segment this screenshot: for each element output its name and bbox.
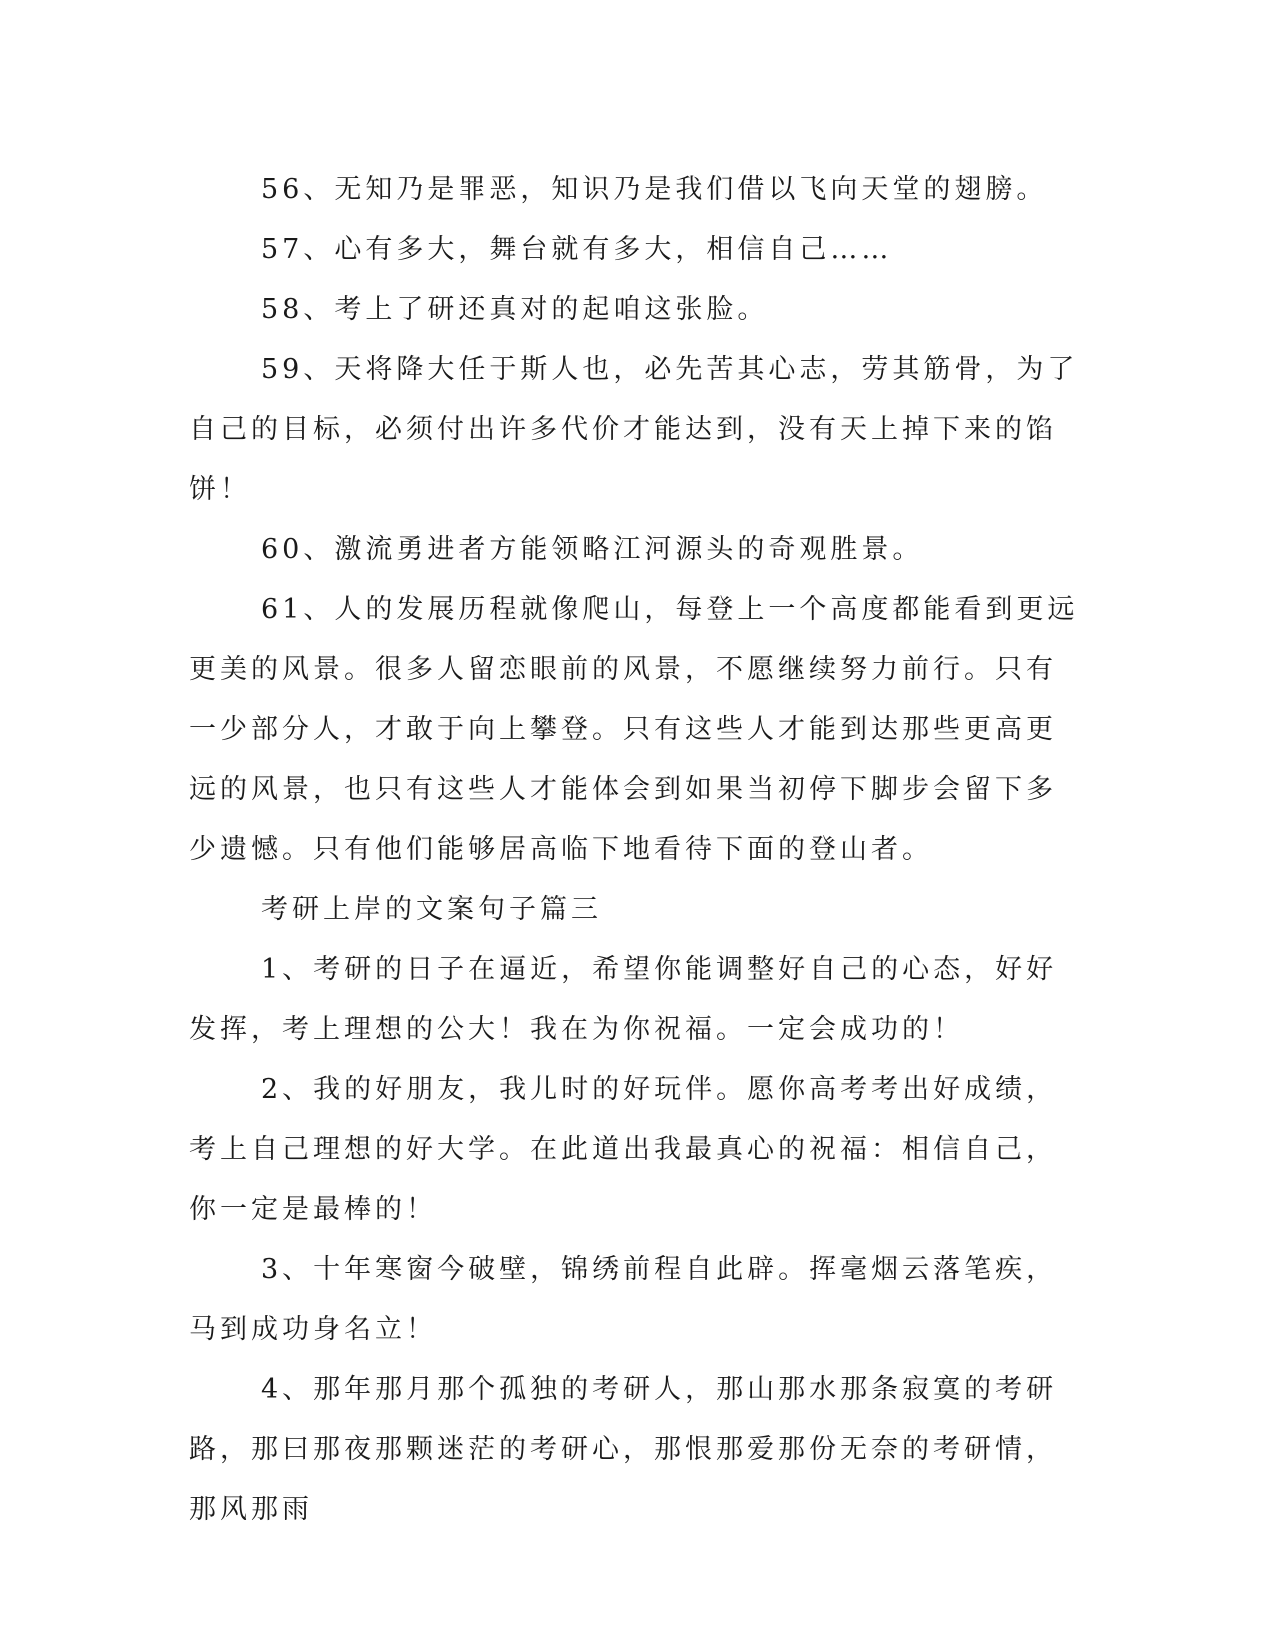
document-body xyxy=(189,160,1079,1540)
paragraph-1: 1、考研的日子在逼近，希望你能调整好自己的心态，好好发挥，考上理想的公大！我在为你祝福。一定会成功的！ xyxy=(189,954,1058,1045)
paragraph-57: 57、心有多大，舞台就有多大，相信自己…… xyxy=(261,234,893,265)
paragraph-4: 4、那年那月那个孤独的考研人，那山那水那条寂寞的考研路，那曰那夜那颗迷茫的考研心，那恨那爱那份无奈的考研情，那风那雨 xyxy=(189,1374,1058,1525)
paragraph-2: 2、我的好朋友，我儿时的好玩伴。愿你高考考出好成绩，考上自己理想的好大学。在此道出我最真心的祝福：相信自己，你一定是最棒的！ xyxy=(189,1074,1058,1225)
paragraph-58: 58、考上了研还真对的起咱这张脸。 xyxy=(261,294,769,325)
paragraph-60: 60、激流勇进者方能领略江河源头的奇观胜景。 xyxy=(261,534,924,565)
paragraph-3: 3、十年寒窗今破壁，锦绣前程自此辟。挥毫烟云落笔疾，马到成功身名立！ xyxy=(189,1254,1058,1345)
section-heading: 考研上岸的文案句子篇三 xyxy=(261,894,602,925)
paragraph-61: 61、人的发展历程就像爬山，每登上一个高度都能看到更远更美的风景。很多人留恋眼前的风景，不愿继续努力前行。只有一少部分人，才敢于向上攀登。只有这些人才能到达那些更高更远的风景，也只有这些人才能体会到如果当初停下脚步会留下多少遗憾。只有他们能够居高临下地看待下面的登山者。 xyxy=(189,594,1079,865)
paragraph-56: 56、无知乃是罪恶，知识乃是我们借以飞向天堂的翅膀。 xyxy=(261,174,1048,205)
paragraph-59: 59、天将降大任于斯人也，必先苦其心志，劳其筋骨，为了自己的目标，必须付出许多代价才能达到，没有天上掉下来的馅饼！ xyxy=(189,354,1079,505)
